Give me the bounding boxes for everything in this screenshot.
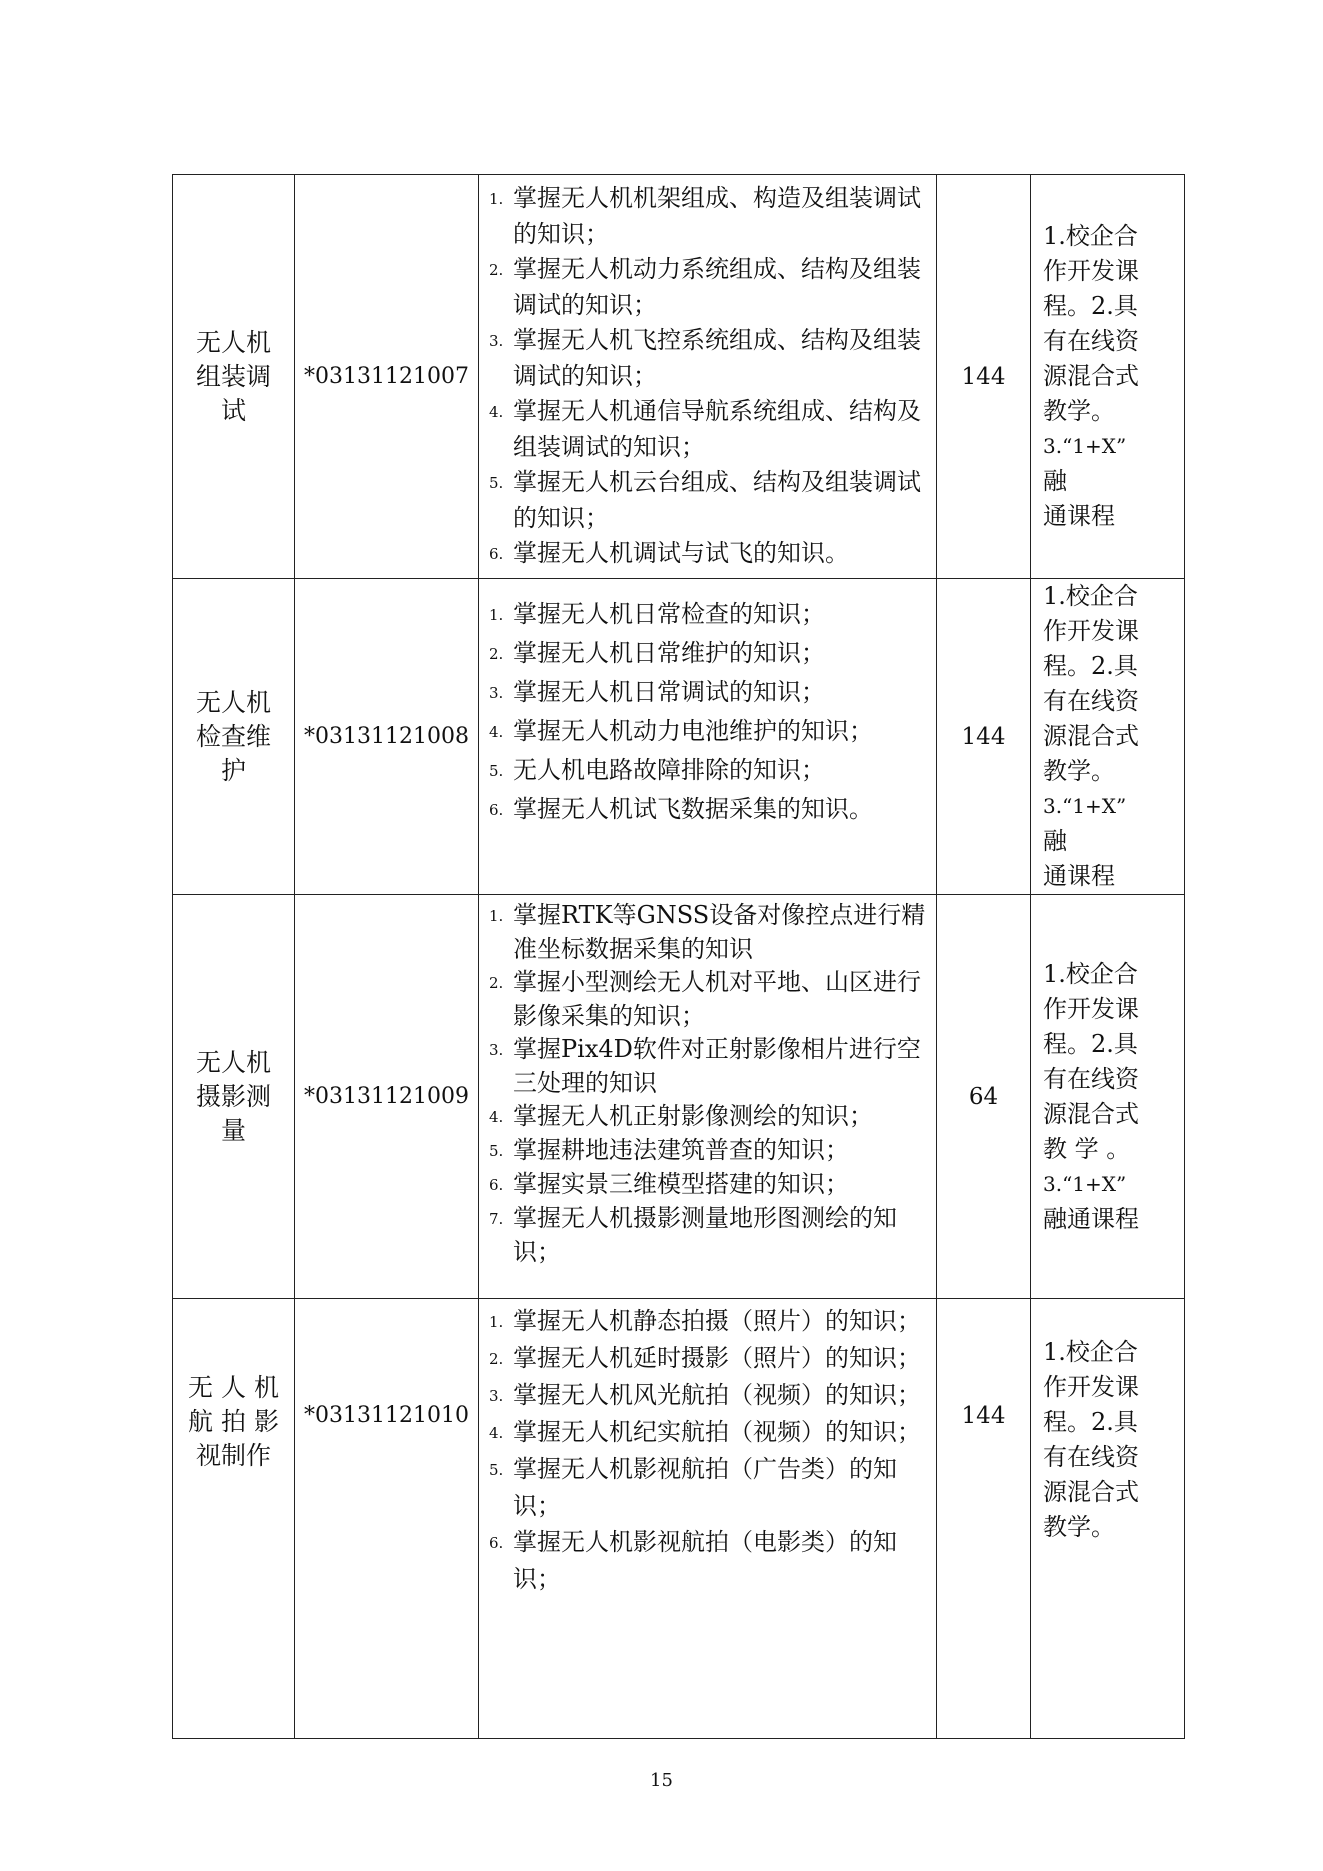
course-row (173, 579, 1185, 895)
mode-line: 作开发课 (1043, 994, 1139, 1023)
mode-line: 有在线资 (1043, 687, 1139, 715)
teaching-mode-cell (1031, 895, 1185, 1299)
course-row (173, 895, 1185, 1299)
mode-line: 教学。 (1043, 1513, 1115, 1541)
course-code: *03131121010 (295, 1299, 479, 1739)
content-item (489, 1377, 926, 1414)
mode-line: 源混合式 (1043, 1099, 1139, 1128)
item-number: 1. (489, 190, 504, 208)
item-text: 掌握小型测绘无人机对平地、山区进行影像采集的知识； (513, 968, 921, 1030)
item-text: 掌握无人机延时摄影（照片）的知识； (513, 1344, 921, 1372)
content-item (489, 1033, 926, 1100)
mode-line: 程。2.具 (1043, 292, 1138, 320)
mode-line: 源混合式 (1043, 722, 1139, 750)
course-name-cell (173, 895, 295, 1299)
mode-line: 作开发课 (1043, 1373, 1139, 1401)
content-item (489, 394, 926, 465)
mode-line: 程。2.具 (1043, 1408, 1138, 1436)
content-item (489, 1451, 926, 1524)
item-text: 掌握无人机日常调试的知识； (513, 678, 825, 706)
item-number: 4. (489, 723, 504, 741)
content-item (489, 1414, 926, 1451)
content-item (489, 181, 926, 252)
course-name-cell (173, 579, 295, 895)
item-text: 掌握无人机试飞数据采集的知识。 (513, 795, 873, 823)
course-hours: 64 (937, 895, 1031, 1299)
mode-line: 3.“1+X” (1043, 1171, 1127, 1196)
mode-line: 3.“1+X” (1043, 794, 1127, 818)
page-number: 15 (650, 1770, 673, 1791)
mode-line: 程。2.具 (1043, 1029, 1138, 1058)
item-number: 6. (489, 545, 504, 563)
item-number: 1. (489, 907, 504, 925)
course-name-line: 护 (220, 755, 246, 785)
course-name-line: 检查维 (195, 721, 271, 751)
content-item (489, 790, 926, 829)
content-item (489, 595, 926, 634)
course-name-cell (173, 175, 295, 579)
content-item (489, 465, 926, 536)
course-name-line: 量 (220, 1115, 246, 1145)
item-number: 7. (489, 1210, 504, 1228)
course-name-line: 无人机 (195, 327, 271, 357)
item-number: 6. (489, 801, 504, 819)
item-text: 掌握无人机动力电池维护的知识； (513, 717, 873, 745)
mode-line: 通课程 (1043, 502, 1115, 530)
mode-line: 源混合式 (1043, 1478, 1139, 1506)
course-content-cell (479, 579, 937, 895)
course-name-line: 试 (220, 395, 246, 425)
mode-line: 源混合式 (1043, 362, 1139, 390)
item-number: 3. (489, 684, 504, 702)
mode-line: 作开发课 (1043, 617, 1139, 645)
course-row (173, 1299, 1185, 1739)
mode-line: 3.“1+X” (1043, 434, 1127, 458)
item-number: 1. (489, 606, 504, 624)
course-row (173, 175, 1185, 579)
item-text: 掌握无人机动力系统组成、结构及组装调试的知识； (513, 255, 921, 319)
item-text: 掌握无人机通信导航系统组成、结构及组装调试的知识； (513, 397, 921, 461)
item-text: 掌握无人机静态拍摄（照片）的知识； (513, 1307, 921, 1335)
item-number: 3. (489, 332, 504, 350)
item-number: 2. (489, 261, 504, 279)
item-number: 4. (489, 1424, 504, 1442)
content-item (489, 323, 926, 394)
content-item (489, 1340, 926, 1377)
content-item (489, 1202, 926, 1269)
item-number: 4. (489, 403, 504, 421)
item-number: 2. (489, 974, 504, 992)
item-text: 掌握耕地违法建筑普查的知识； (513, 1136, 849, 1164)
mode-line: 融 (1043, 827, 1067, 855)
course-hours: 144 (937, 175, 1031, 579)
mode-line: 1.校企合 (1043, 582, 1138, 610)
mode-line: 教学。 (1043, 757, 1115, 785)
course-name-line: 组装调 (195, 361, 271, 391)
content-item (489, 1100, 926, 1134)
mode-line: 1.校企合 (1043, 1338, 1138, 1366)
teaching-mode-cell (1031, 579, 1185, 895)
item-text: 掌握无人机纪实航拍（视频）的知识； (513, 1418, 921, 1446)
item-number: 6. (489, 1176, 504, 1194)
content-item (489, 899, 926, 966)
mode-line: 有在线资 (1043, 1064, 1139, 1093)
content-item (489, 1303, 926, 1340)
item-text: 掌握无人机风光航拍（视频）的知识； (513, 1381, 921, 1409)
item-text: 掌握无人机日常检查的知识； (513, 600, 825, 628)
item-number: 3. (489, 1041, 504, 1059)
course-name-line: 无人机 (195, 687, 271, 717)
course-content-cell (479, 895, 937, 1299)
mode-line: 有在线资 (1043, 1443, 1139, 1471)
course-name-line: 无 人 机 (188, 1373, 279, 1402)
content-item (489, 252, 926, 323)
course-content-cell (479, 175, 937, 579)
item-number: 5. (489, 1142, 504, 1160)
content-item (489, 1168, 926, 1202)
item-text: 掌握RTK等GNSS设备对像控点进行精准坐标数据采集的知识 (513, 901, 926, 963)
course-name-line: 视制作 (195, 1441, 271, 1470)
item-text: 掌握无人机正射影像测绘的知识； (513, 1102, 873, 1130)
content-item (489, 712, 926, 751)
mode-line: 融通课程 (1043, 1204, 1139, 1233)
teaching-mode-cell (1031, 175, 1185, 579)
mode-line: 程。2.具 (1043, 652, 1138, 680)
item-text: 掌握无人机云台组成、结构及组装调试的知识； (513, 468, 921, 532)
course-name-line: 无人机 (195, 1047, 271, 1077)
item-text: 掌握Pix4D软件对正射影像相片进行空三处理的知识 (513, 1035, 921, 1097)
teaching-mode-cell (1031, 1299, 1185, 1739)
content-item (489, 673, 926, 712)
mode-line: 融 (1043, 467, 1067, 495)
content-item (489, 536, 926, 572)
item-text: 无人机电路故障排除的知识； (513, 756, 825, 784)
item-text: 掌握无人机日常维护的知识； (513, 639, 825, 667)
course-name-line: 摄影测 (195, 1081, 271, 1111)
course-name-cell (173, 1299, 295, 1739)
course-hours: 144 (937, 1299, 1031, 1739)
content-item (489, 1134, 926, 1168)
course-code: *03131121009 (295, 895, 479, 1299)
mode-line: 通课程 (1043, 862, 1115, 890)
content-item (489, 751, 926, 790)
item-number: 5. (489, 474, 504, 492)
course-name-line: 航 拍 影 (188, 1407, 279, 1436)
item-text: 掌握无人机影视航拍（广告类）的知识； (513, 1455, 897, 1520)
item-text: 掌握无人机影视航拍（电影类）的知识； (513, 1528, 897, 1593)
course-content-cell (479, 1299, 937, 1739)
content-item (489, 634, 926, 673)
item-text: 掌握无人机调试与试飞的知识。 (513, 539, 849, 567)
course-table (172, 174, 1185, 1739)
content-item (489, 966, 926, 1033)
course-code: *03131121007 (295, 175, 479, 579)
item-number: 6. (489, 1534, 504, 1552)
mode-line: 作开发课 (1043, 257, 1139, 285)
item-number: 2. (489, 1350, 504, 1368)
item-text: 掌握无人机飞控系统组成、结构及组装调试的知识； (513, 326, 921, 390)
mode-line: 1.校企合 (1043, 222, 1138, 250)
item-number: 4. (489, 1108, 504, 1126)
mode-line: 有在线资 (1043, 327, 1139, 355)
item-text: 掌握无人机摄影测量地形图测绘的知识； (513, 1204, 897, 1266)
item-number: 1. (489, 1313, 504, 1331)
course-code: *03131121008 (295, 579, 479, 895)
item-text: 掌握无人机机架组成、构造及组装调试的知识； (513, 184, 921, 248)
item-text: 掌握实景三维模型搭建的知识； (513, 1170, 849, 1198)
item-number: 3. (489, 1387, 504, 1405)
mode-line: 教学。 (1043, 397, 1115, 425)
course-hours: 144 (937, 579, 1031, 895)
item-number: 2. (489, 645, 504, 663)
mode-line: 教 学 。 (1043, 1134, 1131, 1163)
content-item (489, 1524, 926, 1597)
mode-line: 1.校企合 (1043, 959, 1138, 988)
item-number: 5. (489, 1461, 504, 1479)
item-number: 5. (489, 762, 504, 780)
